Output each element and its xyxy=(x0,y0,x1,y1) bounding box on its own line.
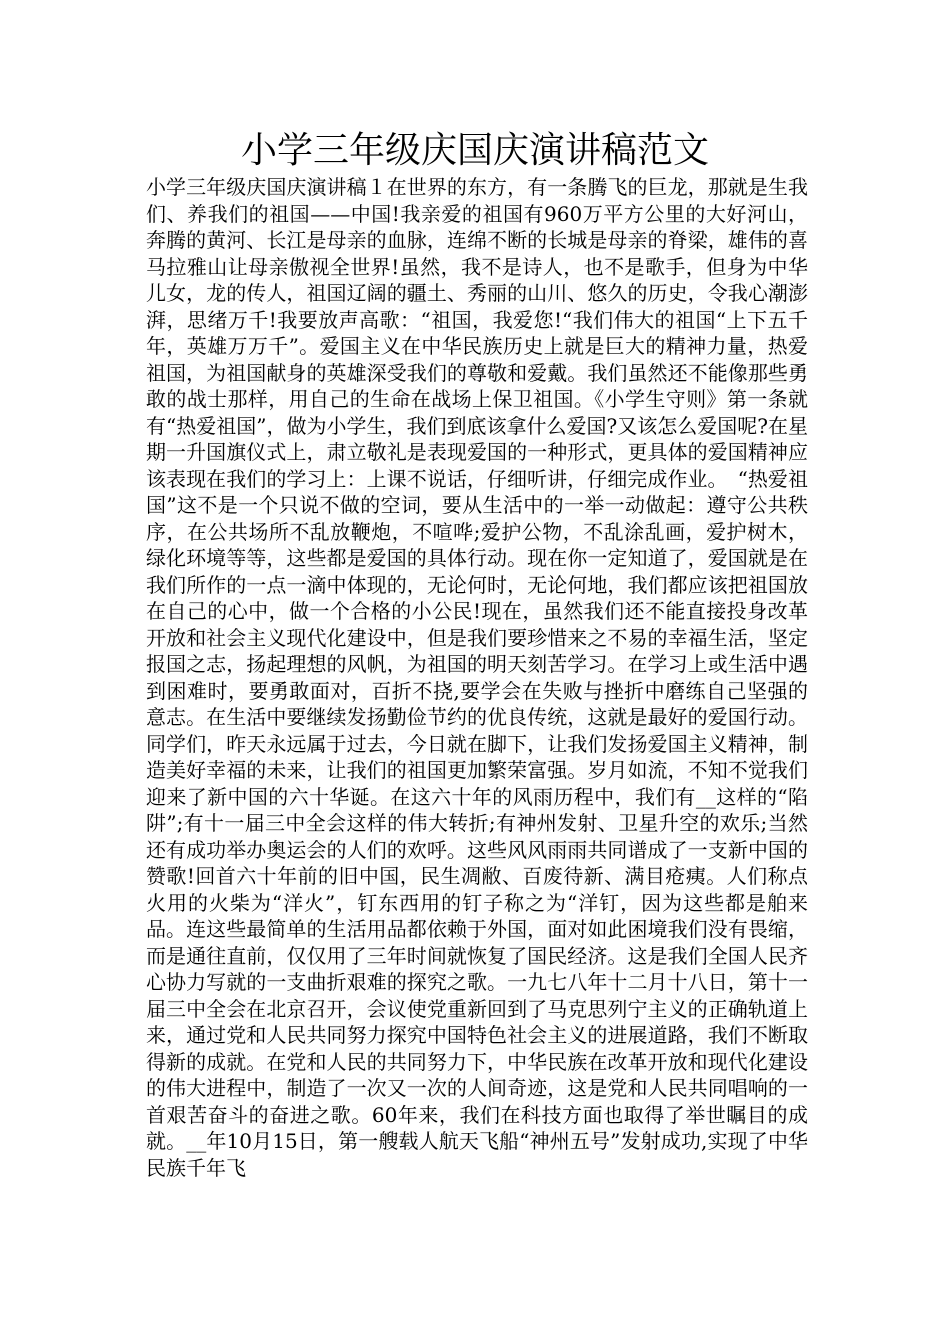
document-body-paragraph: 小学三年级庆国庆演讲稿１在世界的东方，有一条腾飞的巨龙，那就是生我们、养我们的祖国——中国!我亲爱的祖国有960万平方公里的大好河山，奔腾的黄河、长江是母亲的血脉，连绵不断的长城是母亲的脊梁，雄伟的喜马拉雅山让母亲傲视全世界!虽然，我不是诗人，也不是歌手，但身为中华儿女，龙的传人，祖国辽阔的疆土、秀丽的山川、悠久的历史，令我心潮澎湃，思绪万千!我要放声高歌：“祖国，我爱您!“我们伟大的祖国“上下五千年，英雄万万千”。爱国主义在中华民族历史上就是巨大的精神力量，热爱祖国，为祖国献身的英雄深受我们的尊敬和爱戴。我们虽然还不能像那些勇敢的战士那样，用自己的生命在战场上保卫祖国。《小学生守则》第一条就有“热爱祖国”，做为小学生，我们到底该拿什么爱国?又该怎么爱国呢?在星期一升国旗仪式上，肃立敬礼是表现爱国的一种形式，更具体的爱国精神应该表现在我们的学习上：上课不说话，仔细听讲，仔细完成作业。 “热爱祖国”这不是一个只说不做的空词，要从生活中的一举一动做起：遵守公共秩序，在公共场所不乱放鞭炮，不喧哗;爱护公物，不乱涂乱画，爱护树木，绿化环境等等，这些都是爱国的具体行动。现在你一定知道了，爱国就是在我们所作的一点一滴中体现的，无论何时，无论何地，我们都应该把祖国放在自己的心中，做一个合格的小公民!现在，虽然我们还不能直接投身改革开放和社会主义现代化建设中，但是我们要珍惜来之不易的幸福生活，坚定报国之志，扬起理想的风帆，为祖国的明天刻苦学习。在学习上或生活中遇到困难时，要勇敢面对，百折不挠,要学会在失败与挫折中磨练自己坚强的意志。在生活中要继续发扬勤俭节约的优良传统，这就是最好的爱国行动。同学们，昨天永远属于过去，今日就在脚下，让我们发扬爱国主义精神，制造美好幸福的未来，让我们的祖国更加繁荣富强。岁月如流，不知不觉我们迎来了新中国的六十华诞。在这六十年的风雨历程中，我们有__这样的“陷阱”;有十一届三中全会这样的伟大转折;有神州发射、卫星升空的欢乐;当然还有成功举办奥运会的人们的欢呼。这些风风雨雨共同谱成了一支新中国的赞歌!回首六十年前的旧中国，民生凋敝、百废待新、满目疮痍。人们称点火用的火柴为“洋火”，钉东西用的钉子称之为“洋钉，因为这些都是舶来品。连这些最简单的生活用品都依赖于外国，面对如此困境我们没有畏缩，而是通往直前，仅仅用了三年时间就恢复了国民经济。这是我们全国人民齐心协力写就的一支曲折艰难的探究之歌。一九七八年十二月十八日，第十一届三中全会在北京召开，会议使党重新回到了马克思列宁主义的正确轨道上来，通过党和人民共同努力探究中国特色社会主义的进展道路，我们不断取得新的成就。在党和人民的共同努力下，中华民族在改革开放和现代化建设的伟大进程中，制造了一次又一次的人间奇迹，这是党和人民共同唱响的一首艰苦奋斗的奋进之歌。60年来，我们在科技方面也取得了举世瞩目的成就。__年10月15日，第一艘载人航天飞船“神州五号”发射成功,实现了中华民族千年飞 xyxy=(146,175,808,1180)
document-title: 小学三年级庆国庆演讲稿范文 xyxy=(240,130,709,171)
